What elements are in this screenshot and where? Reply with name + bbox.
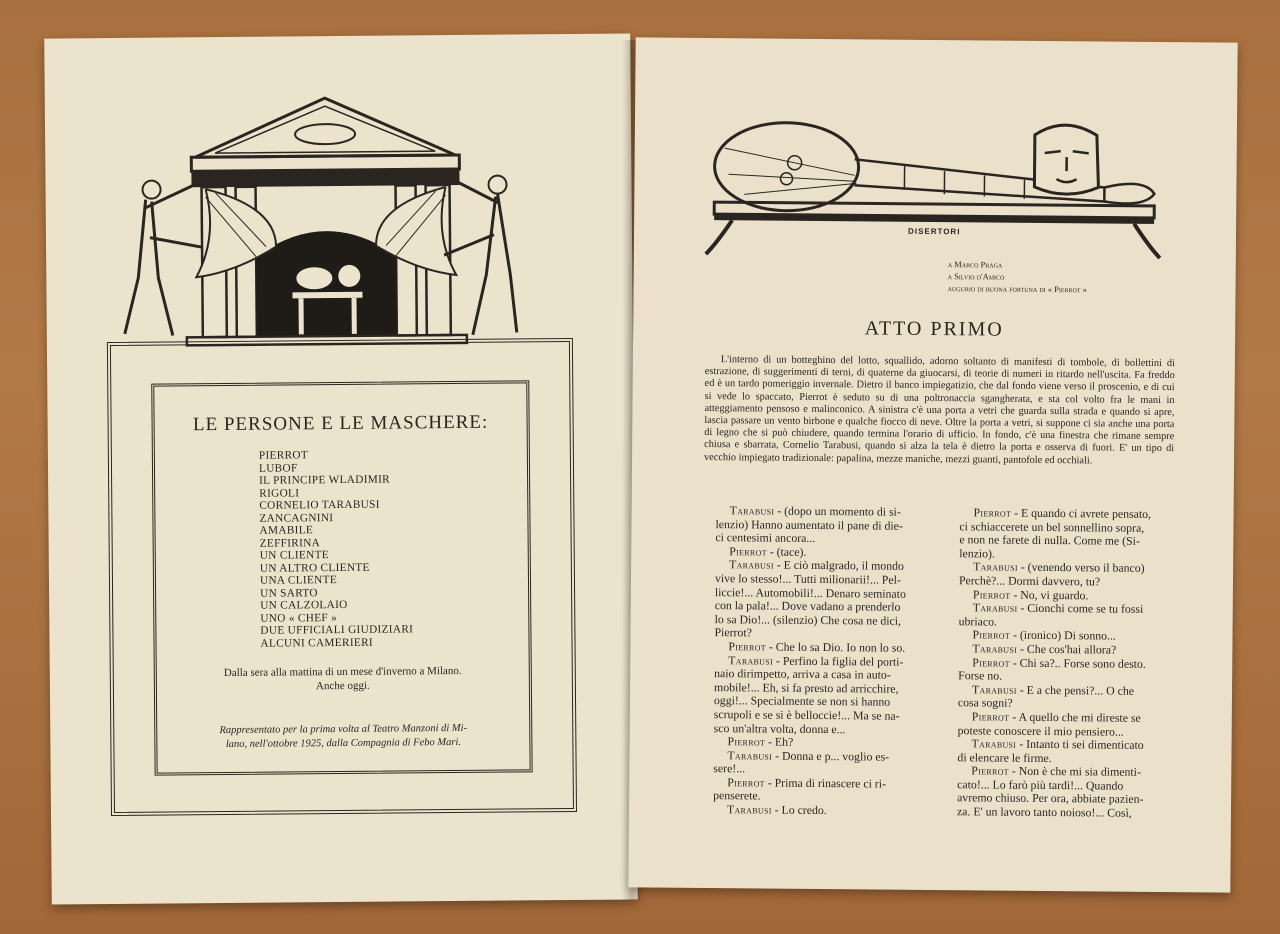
act-title: ATTO PRIMO <box>864 317 1004 341</box>
setting-line: Dalla sera alla mattina di un mese d'inverno a Milano. <box>223 664 462 680</box>
dialogue-text: - Che lo sa Dio. Io non lo so. <box>765 639 906 655</box>
dedication-line: a Marco Praga <box>947 259 1003 270</box>
cast-item: PIERROT <box>258 449 309 462</box>
dialogue-text: - Donna e p... voglio es- <box>772 748 890 764</box>
dialogue-text: - A quello che mi direste se <box>1009 709 1141 725</box>
dialogue-text: - E ciò malgrado, il mondo <box>773 557 904 574</box>
cast-item: AMABILE <box>259 524 314 537</box>
setting-note <box>177 664 509 695</box>
dialogue-text: mobile!... Eh, si fa presto ad arricchire, <box>713 679 899 696</box>
speaker-name: Tarabusi <box>727 747 773 763</box>
cast-item: UN CLIENTE <box>259 549 330 562</box>
dialogue-text: - (dopo un momento di si- <box>774 503 901 519</box>
cast-item: DUE UFFICIALI GIUDIZIARI <box>260 623 414 637</box>
cast-item: ZEFFIRINA <box>259 536 321 550</box>
dialogue-text: - (tace). <box>766 544 807 559</box>
setting-line: Anche oggi. <box>315 679 370 693</box>
speaker-name: Tarabusi <box>729 557 774 572</box>
dialogue-text: Pierrot? <box>714 625 752 640</box>
dialogue-text: Perchè?... Dormi davvero, tu? <box>958 573 1101 589</box>
dialogue-line <box>713 749 949 765</box>
dedication-line: augurio di buona fortuna di « Pierrot » <box>947 283 1087 295</box>
premiere-note <box>177 722 509 753</box>
cast-item: UN ALTRO CLIENTE <box>259 561 370 575</box>
speaker-name: Pierrot <box>972 586 1011 602</box>
cast-item: ALCUNI CAMERIERI <box>260 636 374 650</box>
right-page <box>628 37 1237 892</box>
dialogue-text: - Prima di rinascere ci ri- <box>764 775 887 791</box>
dialogue-text: vive lo stesso!... Tutti milionarii!... Pel- <box>714 571 901 587</box>
lute-mask-illustration <box>704 114 1165 268</box>
speaker-name: Tarabusi <box>726 802 772 817</box>
cast-item: UN CALZOLAIO <box>260 598 348 612</box>
premiere-line: Rappresentato per la prima volta al Teatro Manzoni di Mi- <box>219 722 468 737</box>
dialogue-text: cosa sogni? <box>957 695 1013 711</box>
cast-item: UN SARTO <box>260 586 318 600</box>
dialogue-text: ci schiaccerete un bel sonnellino sopra, <box>959 518 1145 535</box>
dialogue-text: avremo chiuso. Per ora, abbiate pazien- <box>957 790 1144 807</box>
cast-item: UNO « CHEF » <box>260 611 338 625</box>
cast-item: CORNELIO TARABUSI <box>259 498 380 512</box>
speaker-name: Pierrot <box>727 775 765 790</box>
dialogue-text: ci centesimi ancora... <box>715 530 816 546</box>
dialogue-text: naio dirimpetto, arriva a casa in auto- <box>714 666 891 682</box>
dialogue-text: di elencare le firme. <box>957 749 1052 765</box>
speaker-name: Tarabusi <box>972 641 1018 656</box>
speaker-name: Tarabusi <box>729 503 775 518</box>
dialogue-text: - Non è che mi sia dimenti- <box>1008 763 1141 780</box>
dialogue-text: - Eh? <box>765 734 794 749</box>
dialogue-column-right <box>957 506 1196 821</box>
dialogue-text: - Chi sa?.. Forse sono desto. <box>1009 655 1146 671</box>
cast-frame-outer <box>107 338 577 816</box>
dialogue-line <box>957 805 1193 821</box>
dialogue-text: - Lo credo. <box>771 802 827 818</box>
speaker-name: Pierrot <box>727 734 766 749</box>
dialogue-text: - E a che pensi?... O che <box>1016 682 1135 698</box>
dialogue-text: Forse no. <box>958 668 1003 683</box>
dialogue-text: - Che cos'hai allora? <box>1017 641 1117 657</box>
dialogue-line <box>713 803 949 819</box>
speaker-name: Pierrot <box>972 627 1011 643</box>
premiere-line: lano, nell'ottobre 1925, dalla Compagnia di Febo Mari. <box>225 736 462 751</box>
cast-title: LE PERSONE E LE MASCHERE: <box>192 411 489 436</box>
dialogue-text: - E quando ci avrete pensato, <box>1011 505 1152 521</box>
dialogue-text: - Perfino la figlia del porti- <box>772 653 904 669</box>
dedication-line: a Silvio d'Amico <box>947 271 1005 282</box>
dialogue-column-left <box>713 504 952 819</box>
dialogue-text: scrupoli e se si è belloccie!... Ma se na- <box>713 707 900 723</box>
dialogue-text: - Intanto ti sei dimenticato <box>1016 736 1144 752</box>
dialogue-text: lenzio). <box>959 546 995 561</box>
cast-frame-inner <box>151 380 532 775</box>
dialogue-text: con la pala!... Dove vadano a prenderlo <box>714 598 901 614</box>
speaker-name: Tarabusi <box>728 652 774 668</box>
dialogue-text: cato!... Lo farò più tardi!... Quando <box>957 777 1124 793</box>
speaker-name: Tarabusi <box>971 736 1017 751</box>
dialogue-text: sco un'altra volta, donna e... <box>713 720 846 736</box>
speaker-name: Pierrot <box>971 763 1009 778</box>
dialogue-text: lenzio) Hanno aumentato il pane di die- <box>715 516 903 533</box>
speaker-name: Pierrot <box>728 639 767 654</box>
dedication <box>947 258 1087 295</box>
speaker-name: Pierrot <box>972 654 1010 670</box>
speaker-name: Pierrot <box>973 505 1012 520</box>
dialogue-text: - (ironico) Di sonno... <box>1010 628 1116 643</box>
speaker-name: Tarabusi <box>972 600 1018 615</box>
dialogue-text: penserete. <box>713 788 761 803</box>
dialogue-text: lo sa Dio!... (silenzio) Che cosa ne dici, <box>714 611 902 628</box>
speaker-name: Tarabusi <box>971 682 1017 697</box>
dialogue-text: poteste conoscere il mio pensiero... <box>957 722 1124 739</box>
dialogue-text: ubriaco. <box>958 613 998 629</box>
dialogue-text: liccie!... Automobili!... Denaro seminato <box>714 584 906 601</box>
illustration-signature: DISERTORI <box>907 226 961 237</box>
cast-item: ZANCAGNINI <box>259 511 334 525</box>
left-page <box>44 33 638 904</box>
speaker-name: Pierrot <box>729 544 767 559</box>
cast-item: IL PRINCIPE WLADIMIR <box>259 473 391 487</box>
dialogue-text: za. E' un lavoro tanto noioso!... Così, <box>956 804 1132 820</box>
dialogue-text: - (venendo verso il banco) <box>1017 560 1145 576</box>
cast-item: LUBOF <box>258 461 298 475</box>
speaker-name: Tarabusi <box>973 559 1018 575</box>
cast-item: UNA CLIENTE <box>259 574 338 587</box>
temple-illustration <box>105 94 547 348</box>
dialogue-text: - Cionchi come se tu fossi <box>1017 600 1144 616</box>
cast-list <box>175 448 509 651</box>
dialogue-text: - No, vi guardo. <box>1010 587 1089 602</box>
cast-item: RIGOLI <box>259 486 300 500</box>
dialogue-text: sere!... <box>713 761 746 776</box>
dialogue-text: oggi!... Specialmente se non si hanno <box>713 693 891 709</box>
stage-direction: L'interno di un botteghino del lotto, squallido, adorno soltanto di manifesti di tombole, di bollettini di estrazione, di suggerimenti di terni, di quaterne da giuocarsi, di teorie di numeri in ritardo nell'uscita. Fa freddo ed è un tardo pomeriggio invernale. Dietro il banco impiegatizio, che dal fondo viene verso il proscenio, e di cui si vede lo spaccato, Pierrot è seduto su di una poltronaccia sgangherata, e sta col volto fra le mani in atteggiamento pensoso e malinconico. A sinistra c'è una porta a vetri che guarda sulla strada e quando si apre, lascia passare un vento birbone e qualche fiocco di neve. Oltre la porta a vetri, si suppone ci sia anche una porta di legno che si può chiudere, quando termina l'orario di ufficio. In fondo, c'è una finestra che rimane sempre chiusa e sbarrata, Cornelio Tarabusi, quando si alza la tela è dietro la porta e osserva di fuori. E' un tipo di vecchio impiegato tradizionale: papalina, mezze maniche, mezzi guanti, pantofole ed occhiali. <box>704 354 1175 467</box>
speaker-name: Pierrot <box>971 709 1010 724</box>
dialogue-text: e non ne farete di nulla. Come me (Si- <box>959 532 1140 548</box>
